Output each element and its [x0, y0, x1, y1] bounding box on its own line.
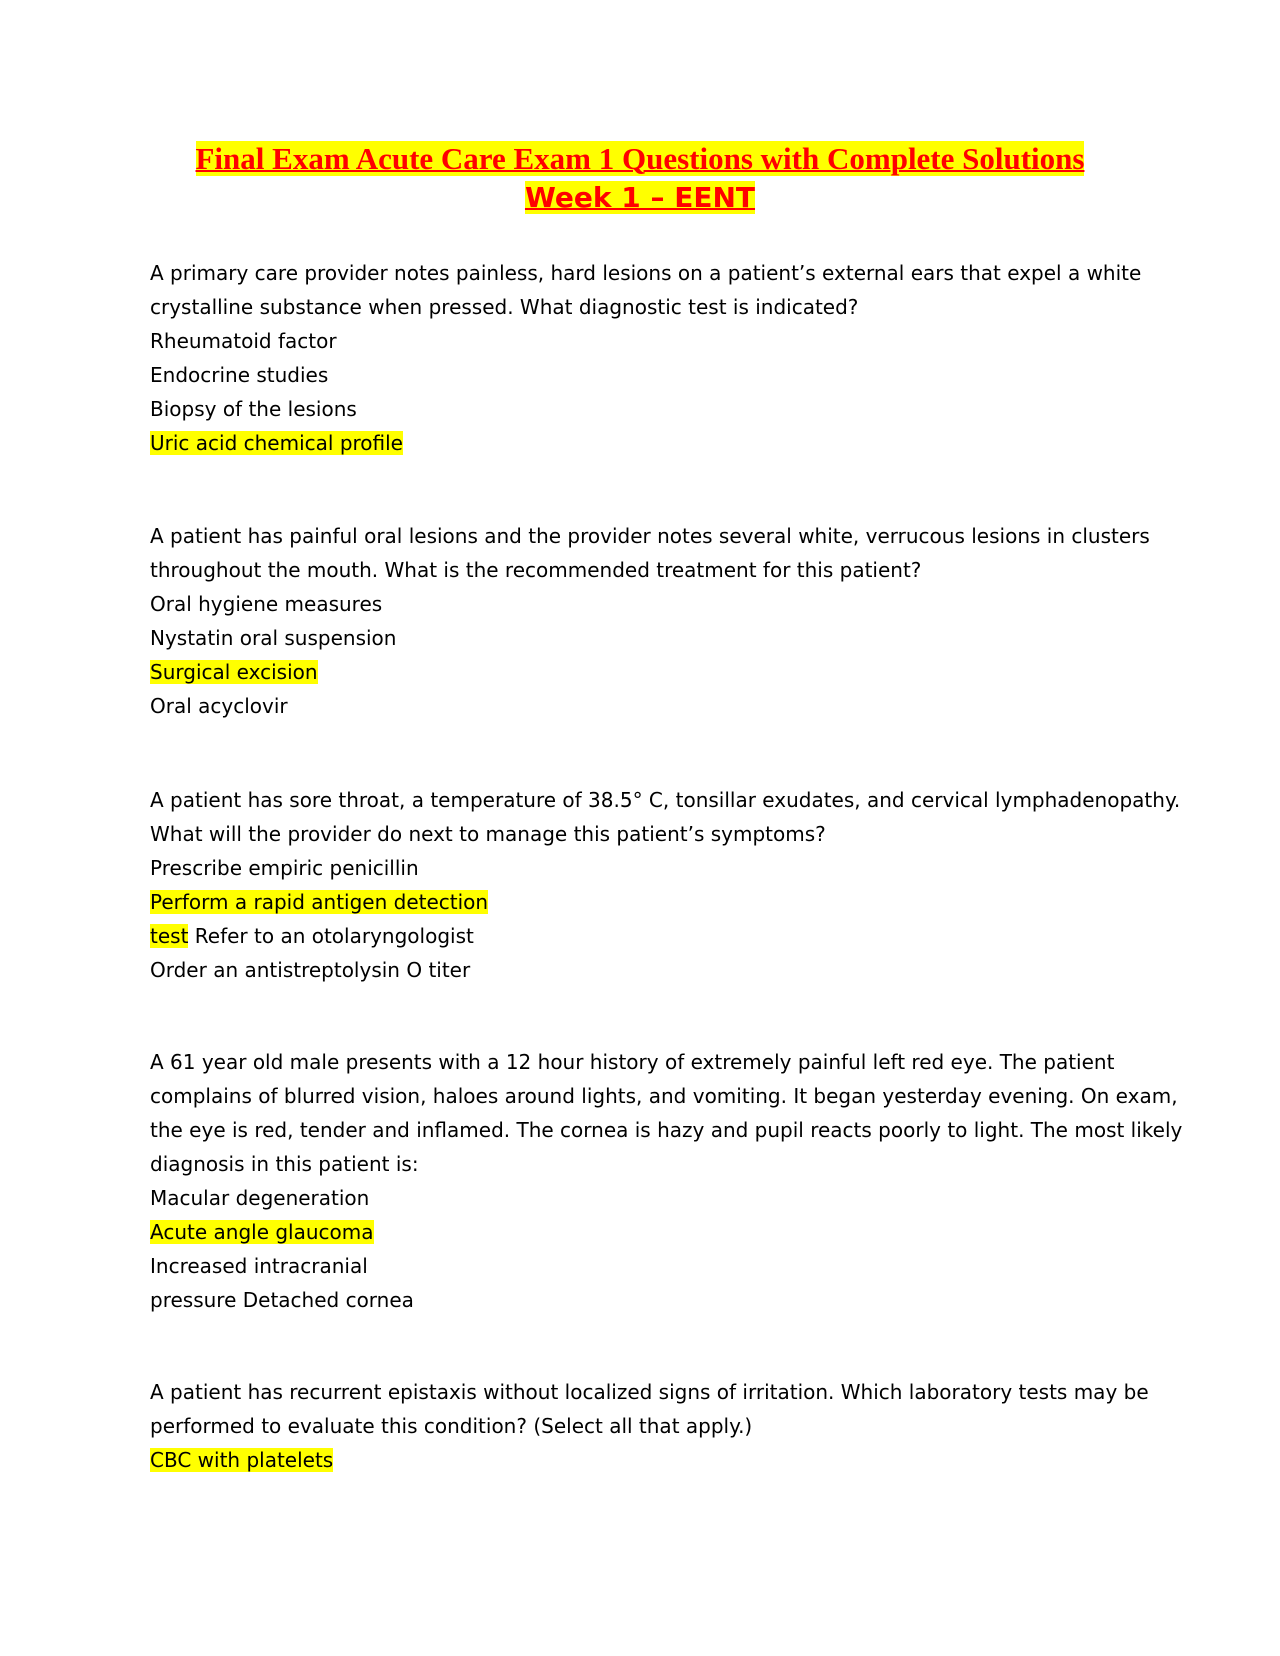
- question-stem-line: the eye is red, tender and inflamed. The cornea is hazy and pupil reacts poorly to light. The most likely: [150, 1118, 1183, 1142]
- answer-option: pressure Detached cornea: [150, 1288, 414, 1312]
- correct-answer-option: Uric acid chemical profile: [150, 431, 403, 455]
- correct-answer-option: Perform a rapid antigen detection: [150, 890, 489, 914]
- question-3: [150, 783, 1181, 987]
- question-stem-line: A 61 year old male presents with a 12 hour history of extremely painful left red eye. The patient: [150, 1050, 1115, 1074]
- question-stem-line: What will the provider do next to manage this patient’s symptoms?: [150, 822, 826, 846]
- question-stem-line: diagnosis in this patient is:: [150, 1152, 419, 1176]
- answer-option: Prescribe empiric penicillin: [150, 856, 419, 880]
- question-stem-line: A patient has recurrent epistaxis without localized signs of irritation. Which laboratory tests may be: [150, 1380, 1149, 1404]
- question-stem-line: throughout the mouth. What is the recommended treatment for this patient?: [150, 558, 922, 582]
- answer-option: Nystatin oral suspension: [150, 626, 397, 650]
- question-stem-line: complains of blurred vision, haloes around lights, and vomiting. It began yesterday evening. On exam,: [150, 1084, 1178, 1108]
- answer-option: Macular degeneration: [150, 1186, 370, 1210]
- question-stem-line: A patient has sore throat, a temperature of 38.5° C, tonsillar exudates, and cervical lymphadenopathy.: [150, 788, 1181, 812]
- answer-option: Oral acyclovir: [150, 694, 288, 718]
- question-5: [150, 1375, 1149, 1477]
- correct-answer-option: Acute angle glaucoma: [150, 1220, 374, 1244]
- answer-option: Oral hygiene measures: [150, 592, 383, 616]
- question-2: [150, 519, 1150, 723]
- question-stem-line: crystalline substance when pressed. What diagnostic test is indicated?: [150, 295, 859, 319]
- title-line-1: Final Exam Acute Care Exam 1 Questions with Complete Solutions: [195, 141, 1085, 176]
- answer-option-mixed: test Refer to an otolaryngologist: [150, 924, 474, 948]
- answer-option: Endocrine studies: [150, 363, 329, 387]
- question-stem-line: A patient has painful oral lesions and the provider notes several white, verrucous lesions in clusters: [150, 524, 1150, 548]
- answer-option: Increased intracranial: [150, 1254, 368, 1278]
- title-line-2: Week 1 – EENT: [524, 181, 755, 214]
- correct-answer-option: Surgical excision: [150, 660, 318, 684]
- question-4: [150, 1045, 1183, 1317]
- correct-answer-option: CBC with platelets: [150, 1448, 334, 1472]
- answer-option: Biopsy of the lesions: [150, 397, 357, 421]
- question-stem-line: A primary care provider notes painless, hard lesions on a patient’s external ears that expel a white: [150, 261, 1142, 285]
- question-stem-line: performed to evaluate this condition? (Select all that apply.): [150, 1414, 753, 1438]
- answer-option: Order an antistreptolysin O titer: [150, 958, 471, 982]
- answer-option: Rheumatoid factor: [150, 329, 337, 353]
- question-1: [150, 256, 1142, 460]
- document-title: [130, 140, 1150, 218]
